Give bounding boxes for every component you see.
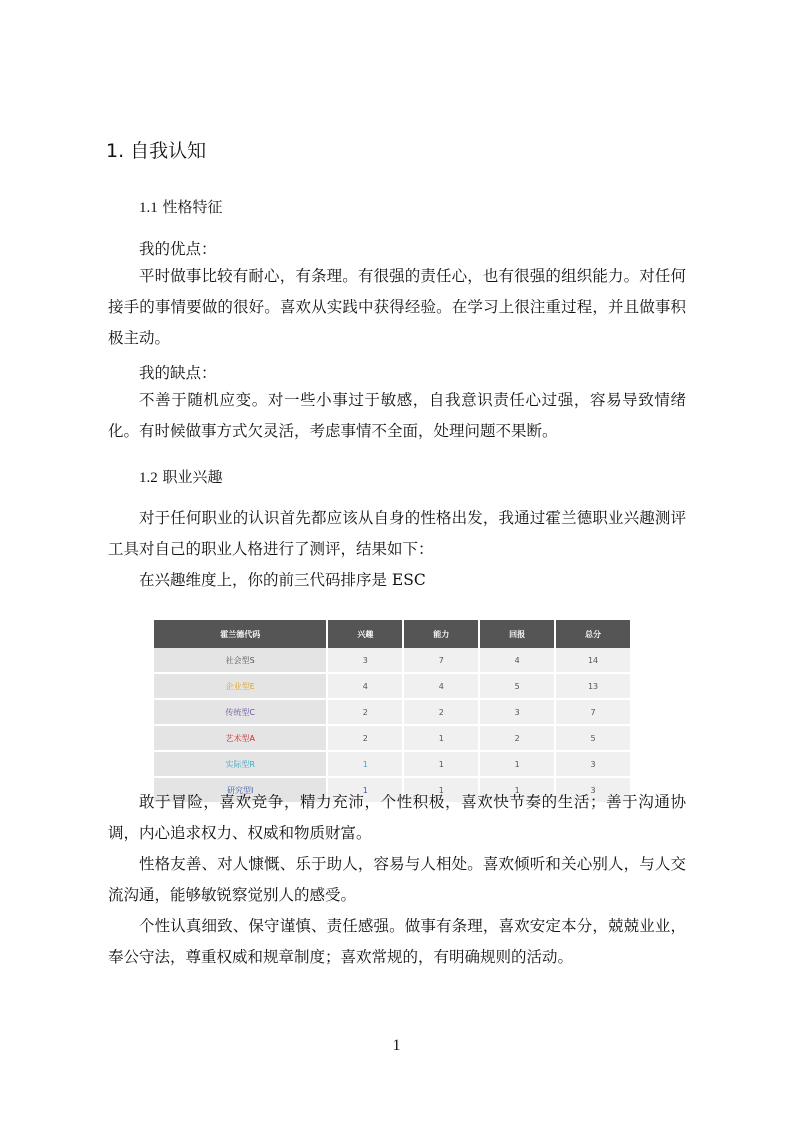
- ability-score-cell: 4: [404, 674, 478, 700]
- reward-score-cell: 5: [480, 674, 554, 700]
- section-heading: 1. 自我认知: [106, 140, 207, 162]
- table-row: [154, 674, 630, 700]
- total-score-cell: 3: [556, 778, 630, 804]
- ability-score-cell: 1: [404, 778, 478, 804]
- weaknesses-paragraph: 不善于随机应变。对一些小事过于敏感，自我意识责任心过强，容易导致情绪化。有时候做事方式欠灵活，考虑事情不全面，处理问题不果断。: [108, 391, 686, 440]
- table-header-cell: 霍兰德代码: [154, 620, 326, 648]
- interest-score-cell: 2: [328, 700, 402, 726]
- holland-type-cell: 社会型S: [154, 648, 326, 674]
- table-row: [154, 700, 630, 726]
- interest-score-cell: 3: [328, 648, 402, 674]
- reward-score-cell: 4: [480, 648, 554, 674]
- total-score-cell: 3: [556, 752, 630, 778]
- table-header-cell: 回报: [480, 620, 554, 648]
- interest-score-cell: 4: [328, 674, 402, 700]
- subsection-title: 性格特征: [162, 198, 223, 216]
- table-row: [154, 726, 630, 752]
- ability-score-cell: 1: [404, 752, 478, 778]
- ability-score-cell: 1: [404, 726, 478, 752]
- reward-score-cell: 1: [480, 752, 554, 778]
- weaknesses-label: 我的缺点：: [139, 364, 217, 382]
- holland-type-cell: 企业型E: [154, 674, 326, 700]
- table-header-cell: 兴趣: [328, 620, 402, 648]
- page-number: 1: [392, 1037, 401, 1054]
- reward-score-cell: 1: [480, 778, 554, 804]
- subsection-number: 1.1: [139, 200, 158, 216]
- total-score-cell: 13: [556, 674, 630, 700]
- interest-score-cell: 1: [328, 752, 402, 778]
- strengths-label: 我的优点：: [139, 240, 217, 258]
- reward-score-cell: 3: [480, 700, 554, 726]
- total-score-cell: 7: [556, 700, 630, 726]
- reward-score-cell: 2: [480, 726, 554, 752]
- table-header-cell: 总分: [556, 620, 630, 648]
- interest-intro-paragraph: 对于任何职业的认识首先都应该从自身的性格出发，我通过霍兰德职业兴趣测评工具对自己的职业人格进行了测评，结果如下：: [108, 509, 686, 558]
- social-paragraph: 性格友善、对人慷慨、乐于助人，容易与人相处。喜欢倾听和关心别人，与人交流沟通，能够敏锐察觉别人的感受。: [108, 855, 686, 904]
- subsection-1-1-heading: [139, 196, 223, 217]
- ability-score-cell: 7: [404, 648, 478, 674]
- interest-code-line: 在兴趣维度上，你的前三代码排序是 ESC: [139, 571, 426, 589]
- conventional-paragraph: 个性认真细致、保守谨慎、责任感强。做事有条理，喜欢安定本分，兢兢业业，奉公守法，尊重权威和规章制度；喜欢常规的，有明确规则的活动。: [108, 917, 686, 966]
- holland-code-table: [152, 620, 632, 804]
- subsection-number: 1.2: [139, 470, 158, 486]
- table-header-cell: 能力: [404, 620, 478, 648]
- table-row: [154, 648, 630, 674]
- table-row: [154, 752, 630, 778]
- total-score-cell: 14: [556, 648, 630, 674]
- enterprising-paragraph: 敢于冒险，喜欢竞争，精力充沛，个性积极，喜欢快节奏的生活；善于沟通协调，内心追求权力、权威和物质财富。: [108, 793, 686, 842]
- interest-score-cell: 2: [328, 726, 402, 752]
- holland-type-cell: 实际型R: [154, 752, 326, 778]
- ability-score-cell: 2: [404, 700, 478, 726]
- table-header-row: [154, 620, 630, 648]
- total-score-cell: 5: [556, 726, 630, 752]
- strengths-paragraph: 平时做事比较有耐心，有条理。有很强的责任心，也有很强的组织能力。对任何接手的事情要做的很好。喜欢从实践中获得经验。在学习上很注重过程，并且做事积极主动。: [108, 267, 686, 347]
- holland-type-cell: 研究型I: [154, 778, 326, 804]
- subsection-1-2-heading: [139, 466, 223, 487]
- holland-type-cell: 艺术型A: [154, 726, 326, 752]
- subsection-title: 职业兴趣: [162, 468, 223, 486]
- interest-score-cell: 1: [328, 778, 402, 804]
- holland-type-cell: 传统型C: [154, 700, 326, 726]
